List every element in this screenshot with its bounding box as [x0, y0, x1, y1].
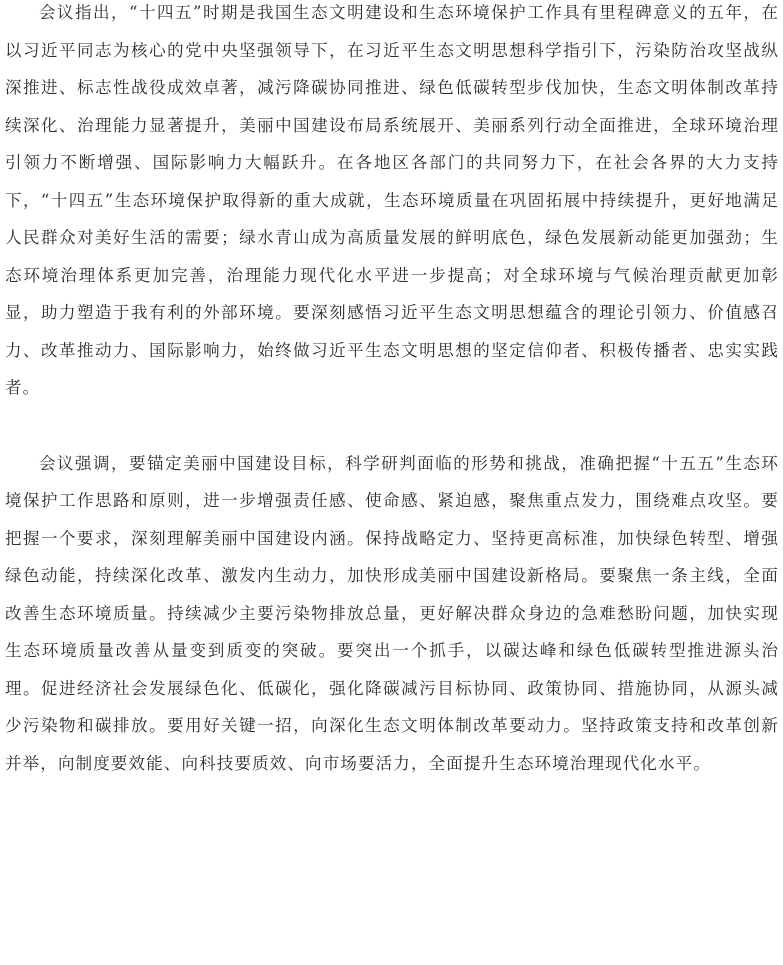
paragraph-spacer	[5, 407, 779, 445]
paragraph-2: 会议强调，要锚定美丽中国建设目标，科学研判面临的形势和挑战，准确把握“十五五”生态环境保护工作思路和原则，进一步增强责任感、使命感、紧迫感，聚焦重点发力，围绕难点攻坚。要把握一个要求，深刻理解美丽中国建设内涵。保持战略定力、坚持更高标准，加快绿色转型、增强绿色动能，持续深化改革、激发内生动力，加快形成美丽中国建设新格局。要聚焦一条主线，全面改善生态环境质量。持续减少主要污染物排放总量，更好解决群众身边的急难愁盼问题，加快实现生态环境质量改善从量变到质变的突破。要突出一个抓手，以碳达峰和绿色低碳转型推进源头治理。促进经济社会发展绿色化、低碳化，强化降碳减污目标协同、政策协同、措施协同，从源头减少污染物和碳排放。要用好关键一招，向深化生态文明体制改革要动力。坚持政策支持和改革创新并举，向制度要效能、向科技要质效、向市场要活力，全面提升生态环境治理现代化水平。	[5, 453, 779, 773]
paragraph-1: 会议指出，“十四五”时期是我国生态文明建设和生态环境保护工作具有里程碑意义的五年，在以习近平同志为核心的党中央坚强领导下，在习近平生态文明思想科学指引下，污染防治攻坚战纵深推进、标志性战役成效卓著，减污降碳协同推进、绿色低碳转型步伐加快，生态文明体制改革持续深化、治理能力显著提升，美丽中国建设布局系统展开、美丽系列行动全面推进，全球环境治理引领力不断增强、国际影响力大幅跃升。在各地区各部门的共同努力下，在社会各界的大力支持下，“十四五”生态环境保护取得新的重大成就，生态环境质量在巩固拓展中持续提升，更好地满足人民群众对美好生活的需要；绿水青山成为高质量发展的鲜明底色，绿色发展新动能更加强劲；生态环境治理体系更加完善，治理能力现代化水平进一步提高；对全球环境与气候治理贡献更加彰显，助力塑造于我有利的外部环境。要深刻感悟习近平生态文明思想蕴含的理论引领力、价值感召力、改革推动力、国际影响力，始终做习近平生态文明思想的坚定信仰者、积极传播者、忠实实践者。	[5, 3, 779, 397]
